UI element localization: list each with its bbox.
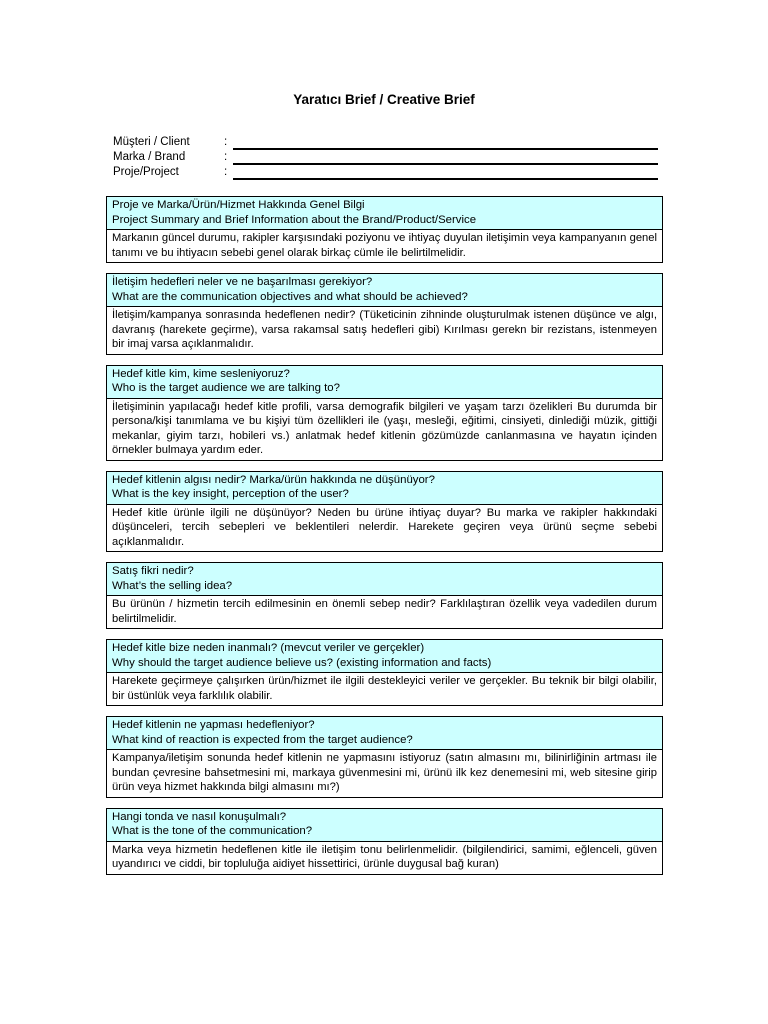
brand-row: [113, 151, 663, 166]
brand-field[interactable]: [233, 163, 658, 165]
question-english: What’s the selling idea?: [112, 579, 233, 592]
brief-sections: [106, 196, 663, 885]
project-label: Proje/Project: [113, 166, 179, 178]
question-english: What is the tone of the communication?: [112, 825, 313, 837]
project-field[interactable]: [233, 178, 658, 180]
section-communication-objectives: [106, 273, 663, 355]
question-header: [107, 472, 662, 505]
answer-guidance[interactable]: Harekete geçirmeye çalışırken ürün/hizmet ile ilgili destekleyici veriler ve gerçekler. Bu teknik bir bilgi olabilir, bir üstünlük veya farklılık olabilir.: [107, 673, 662, 705]
client-field[interactable]: [233, 148, 658, 150]
answer-guidance[interactable]: İletişim/kampanya sonrasında hedeflenen nedir? (Tüketicinin zihninde oluşturulmak istenen düşünce ve algı, davranış (harekete geçirme), varsa rakamsal satış hedefleri gibi) Kırılması gerekn bir rezistans, istenmeyen bir imaj varsa açıklanmalıdır.: [107, 307, 662, 354]
section-reasons-to-believe: [106, 639, 663, 706]
answer-guidance[interactable]: Marka veya hizmetin hedeflenen kitle ile iletişim tonu belirlenmelidir. (bilgilendirici, samimi, eğlenceli, güven uyandırıcı ve ciddi, bir topluluğa aidiyet hissettirici, ürünle duygusal bağ kuran): [107, 842, 662, 874]
brand-label: Marka / Brand: [113, 151, 186, 163]
question-turkish: Hedef kitle kim, kime sesleniyoruz?: [112, 367, 290, 380]
project-colon: :: [224, 166, 228, 178]
question-english: What kind of reaction is expected from the target audience?: [112, 733, 413, 746]
section-project-summary: [106, 196, 663, 263]
brand-colon: :: [224, 151, 228, 163]
section-expected-reaction: [106, 716, 663, 798]
question-turkish: İletişim hedefleri neler ve ne başarılması gerekiyor?: [112, 276, 373, 288]
question-english: Who is the target audience we are talking to?: [112, 382, 340, 394]
question-turkish: Hangi tonda ve nasıl konuşulmalı?: [112, 810, 287, 823]
section-key-insight: [106, 471, 663, 553]
client-info-block: [113, 136, 663, 181]
answer-guidance[interactable]: Hedef kitle ürünle ilgili ne düşünüyor? Neden bu ürüne ihtiyaç duyar? Bu marka ve rakipler hakkındaki düşünceleri, tercih sebepleri ve beklentileri nelerdir. Harekete geçiren veya ürünü seçme sebebi açıklanmalıdır.: [107, 505, 662, 552]
question-header: [107, 717, 662, 750]
question-turkish: Hedef kitlenin ne yapması hedefleniyor?: [112, 719, 315, 731]
question-english: Project Summary and Brief Information about the Brand/Product/Service: [112, 213, 477, 226]
answer-guidance[interactable]: Bu ürünün / hizmetin tercih edilmesinin en önemli sebep nedir? Farklılaştıran özellik veya vadedilen durum belirtilmelidir.: [107, 596, 662, 628]
project-row: [113, 166, 663, 181]
question-english: Why should the target audience believe us? (existing information and facts): [112, 656, 492, 669]
question-turkish: Proje ve Marka/Ürün/Hizmet Hakkında Genel Bilgi: [112, 199, 365, 211]
answer-guidance[interactable]: İletişiminin yapılacağı hedef kitle profili, varsa demografik bilgileri ve yaşam tarzı özelikleri Bu durumda bir persona/kişi tanımlama ve bu kişiyi tüm özellikleri ile (yaşı, mesleği, eğitimi, cinsiyeti, dinlediği müzik, gittiği mekanlar, giyim tarzı, hobileri vs.) anlatmak hedef kitlenin gözümüzde canlanmasına ve hayatın içinden örnekler bulmaya yardım eder.: [107, 399, 662, 460]
document-title: Yaratıcı Brief / Creative Brief: [293, 92, 475, 107]
question-english: What is the key insight, perception of the user?: [112, 488, 349, 500]
answer-guidance[interactable]: Kampanya/iletişim sonunda hedef kitlenin ne yapmasını istiyoruz (satın almasını mı, bilinirliğinin artması ile bundan çevresine bahsetmesini mi, markaya güvenmesini mi, ürünü ilk kez denemesini mi, web sitesine girip ürün veya hizmet hakkında bilgi almasını mı?): [107, 750, 662, 797]
question-header: [107, 366, 662, 399]
client-label: Müşteri / Client: [113, 136, 190, 148]
client-colon: :: [224, 136, 228, 148]
answer-guidance[interactable]: Markanın güncel durumu, rakipler karşısındaki poziyonu ve ihtiyaç duyulan iletişimin veya kampanyanın genel tanımı ve bu ihtiyacın sebebi genel olarak birkaç cümle ile belirtilmelidir.: [107, 230, 662, 262]
section-tone: [106, 808, 663, 875]
question-header: [107, 563, 662, 596]
question-english: What are the communication objectives and what should be achieved?: [112, 290, 468, 303]
question-turkish: Hedef kitlenin algısı nedir? Marka/ürün hakkında ne düşünüyor?: [112, 473, 435, 486]
section-target-audience: [106, 365, 663, 461]
section-selling-idea: [106, 562, 663, 629]
client-row: [113, 136, 663, 151]
question-header: [107, 809, 662, 842]
question-header: [107, 640, 662, 673]
question-turkish: Satış fikri nedir?: [112, 565, 194, 577]
question-header: [107, 197, 662, 230]
question-header: [107, 274, 662, 307]
question-turkish: Hedef kitle bize neden inanmalı? (mevcut veriler ve gerçekler): [112, 642, 425, 654]
